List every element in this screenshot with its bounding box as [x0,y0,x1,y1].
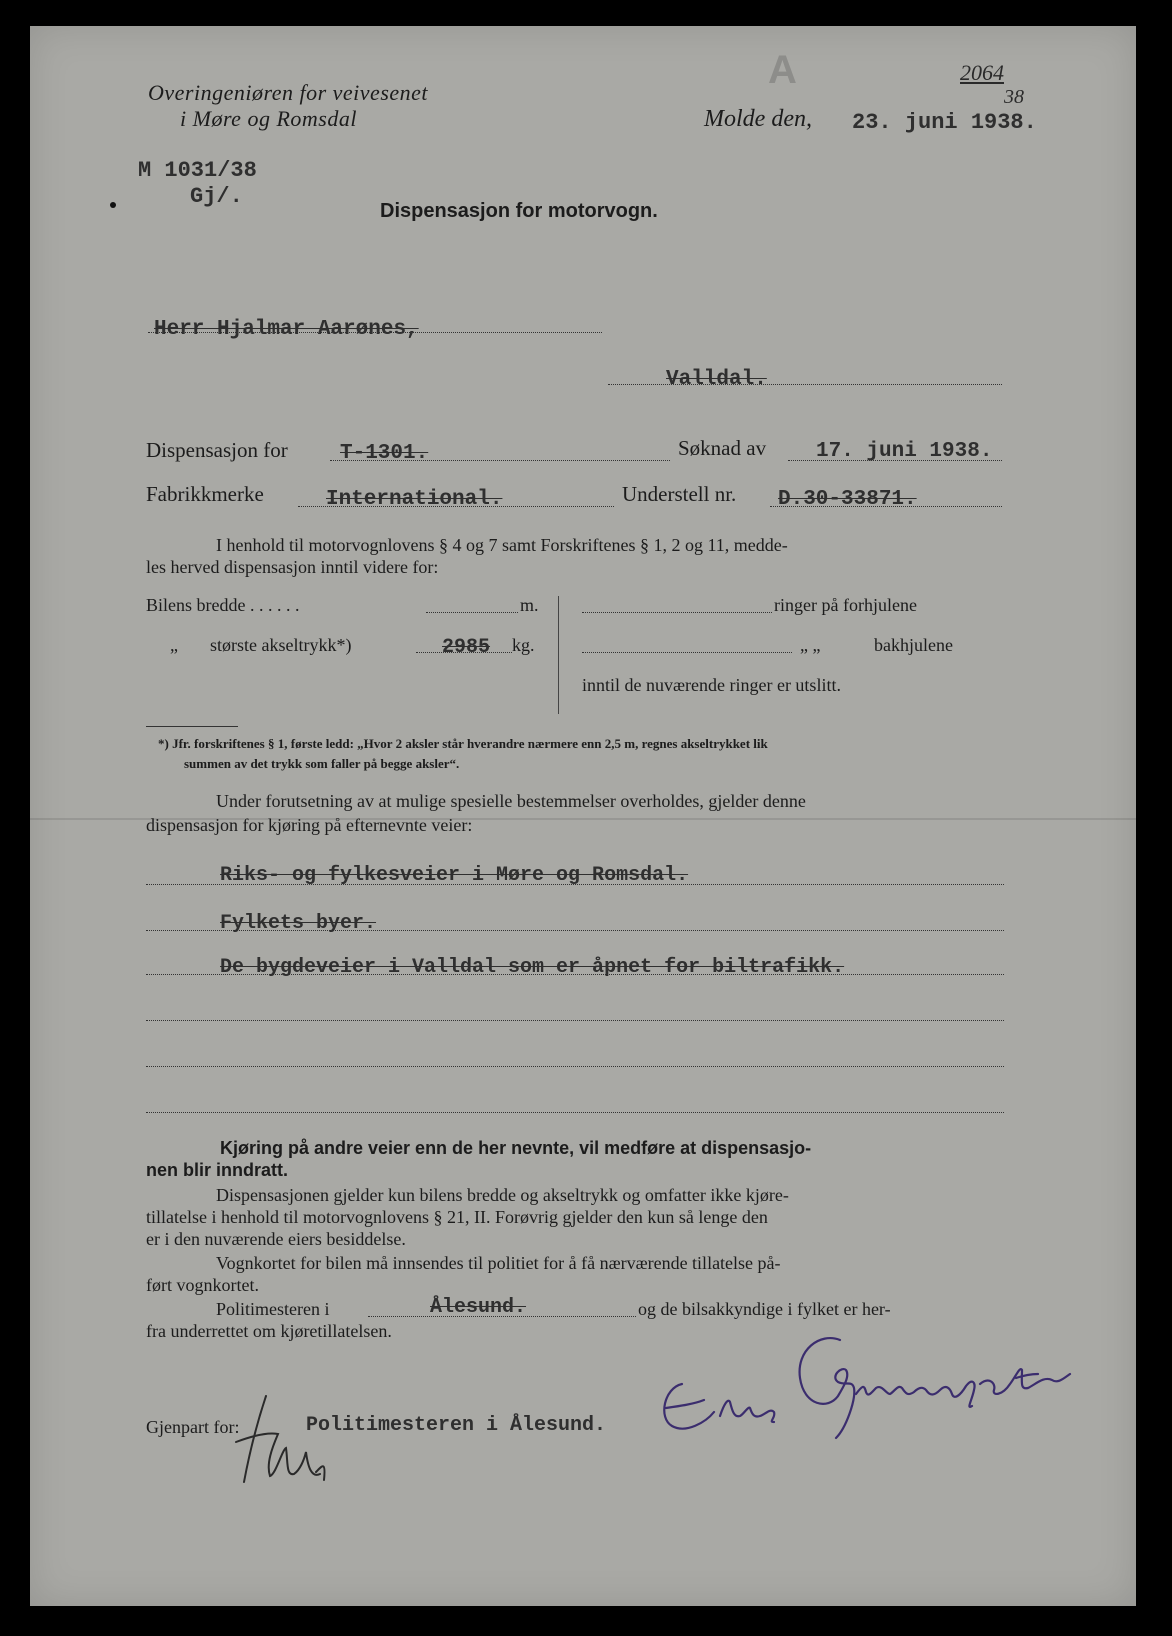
intro-line-1: I henhold til motorvognlovens § 4 og 7 samt Forskriftenes § 1, 2 og 11, medde- [216,535,788,555]
aksel-value: 2985 [442,636,491,659]
para2-line-1: Vognkortet for bilen må innsendes til politiet for å få nærværende tillatelse på- [216,1253,781,1273]
bakhjul-line [582,652,792,653]
journal-initials: Gj/. [190,184,243,209]
conditions-line-2: dispensasjon for kjøring på efternevnte veier: [146,815,473,835]
police-place: Ålesund. [430,1296,527,1319]
place-date-prefix: Molde den, [704,106,812,132]
bakhjul-quotes: „ „ [800,635,821,655]
stamp-year: 38 [1004,86,1024,108]
footnote-line-1: *) Jfr. forskriftenes § 1, første ledd: „Hvor 2 aksler står hverandre nærmere enn 2,5 m, regnes akseltrykket lik [158,736,768,751]
office-line-2: i Møre og Romsdal [180,106,357,131]
column-divider [558,596,559,714]
punch-mark [110,202,116,208]
copy-label: Gjenpart for: [146,1417,240,1437]
road-line-6 [146,1112,1004,1113]
letter-date: 23. juni 1938. [852,110,1037,135]
para2-line-2: ført vognkortet. [146,1275,259,1295]
road-3: De bygdeveier i Valldal som er åpnet for biltrafikk. [220,956,845,979]
police-suffix: og de bilsakkyndige i fylket er her- [638,1299,891,1319]
stamp-number: 2064 [960,60,1004,85]
dispensasjon-label: Dispensasjon for [146,438,288,462]
dispensasjon-value: T-1301. [340,442,429,465]
recipient-place: Valldal. [666,368,767,391]
bredde-label: Bilens bredde . . . . . . [146,595,300,615]
document-title: Dispensasjon for motorvogn. [380,200,658,222]
road-line-5 [146,1066,1004,1067]
warning-line-1: Kjøring på andre veier enn de her nevnte, vil medføre at dispensasjo- [220,1138,812,1158]
fabrikkmerke-value: International. [326,488,503,511]
soknad-label: Søknad av [678,436,767,460]
recipient-place-line [608,384,1002,385]
fabrikkmerke-label: Fabrikkmerke [146,482,264,506]
soknad-value: 17. juni 1938. [816,440,993,463]
footnote-rule [146,726,238,727]
footnote-line-2: summen av det trykk som faller på begge aksler“. [184,756,460,771]
aksel-label: største akseltrykk*) [210,635,352,655]
received-stamp: A [768,48,797,92]
aksel-unit: kg. [512,635,535,655]
intro-line-2: les herved dispensasjon inntil videre for: [146,557,439,577]
bakhjul-label: bakhjulene [874,635,953,655]
document-page [30,26,1136,1606]
warning-line-2: nen blir inndratt. [146,1160,288,1180]
recipient-name: Herr Hjalmar Aarønes, [154,318,419,341]
police-line-2: fra underrettet om kjøretillatelsen. [146,1321,392,1341]
forhjul-line [582,612,772,613]
road-1: Riks- og fylkesveier i Møre og Romsdal. [220,864,689,887]
para1-line-1: Dispensasjonen gjelder kun bilens bredde og akseltrykk og omfatter ikke kjøre- [216,1185,789,1205]
bredde-unit: m. [520,595,539,615]
road-line-4 [146,1020,1004,1021]
until-worn-text: inntil de nuværende ringer er utslitt. [582,675,841,695]
initials-signature [226,1390,346,1500]
journal-number: M 1031/38 [138,158,257,183]
police-prefix: Politimesteren i [216,1299,330,1319]
bredde-line [426,612,518,613]
conditions-line-1: Under forutsetning av at mulige spesielle bestemmelser overholdes, gjelder denne [216,791,806,811]
para1-line-2: tillatelse i henhold til motorvognlovens § 21, II. Forøvrig gjelder den kun så lenge den [146,1207,768,1227]
para1-line-3: er i den nuværende eiers besiddelse. [146,1229,406,1249]
office-line-1: Overingeniøren for veivesenet [148,80,429,105]
understell-value: D.30-33871. [778,488,917,511]
road-2: Fylkets byer. [220,912,377,935]
recipient-name-line [148,332,602,333]
aksel-quote: „ [170,635,178,655]
understell-label: Understell nr. [622,482,737,506]
signature [650,1326,1090,1446]
forhjul-label: ringer på forhjulene [774,595,917,615]
copy-value: Politimesteren i Ålesund. [306,1414,607,1437]
